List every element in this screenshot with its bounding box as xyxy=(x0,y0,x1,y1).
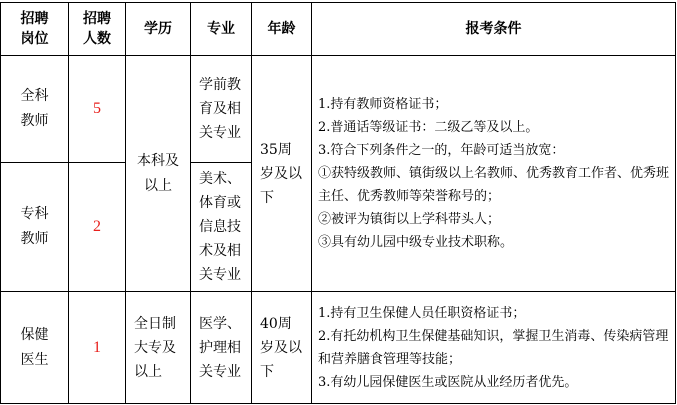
major-line: 体育或 xyxy=(199,195,241,211)
major-line: 学前教 xyxy=(199,77,241,93)
position-line2: 医生 xyxy=(20,351,49,368)
header-major: 专业 xyxy=(191,3,252,56)
condition-item: 3.符合下列条件之一的，年龄可适当放宽： xyxy=(318,143,565,158)
major-cell xyxy=(191,56,252,163)
education-line: 大专及 xyxy=(134,339,176,356)
condition-item: 2.普通话等级证书：二级乙等及以上。 xyxy=(318,120,539,135)
major-line: 术及相 xyxy=(199,243,241,259)
condition-item: ②被评为镇街以上学科带头人； xyxy=(318,212,501,227)
condition-item: ③具有幼儿园中级专业技术职称。 xyxy=(318,235,514,250)
position-line1: 全科 xyxy=(20,88,49,104)
major-line: 美术、 xyxy=(199,171,241,187)
conditions-cell xyxy=(312,292,676,404)
header-position-line1: 招聘 xyxy=(20,11,49,27)
education-line: 全日制 xyxy=(134,315,176,332)
header-position-line2: 岗位 xyxy=(20,31,49,47)
education-cell-teachers xyxy=(126,56,191,292)
table-row xyxy=(1,292,676,404)
header-row xyxy=(1,3,676,56)
age-cell-teachers xyxy=(252,56,312,292)
header-count-line1: 招聘 xyxy=(83,11,111,27)
major-cell xyxy=(191,163,252,292)
header-age: 年龄 xyxy=(252,3,312,56)
position-line1: 专科 xyxy=(20,206,49,222)
age-line: 35周 xyxy=(260,141,292,158)
count-cell: 5 xyxy=(69,56,126,163)
education-line: 本科及 xyxy=(137,152,179,169)
major-line: 育及相 xyxy=(199,101,241,117)
condition-item: 3.有幼儿园保健医生或医院从业经历者优先。 xyxy=(318,374,578,390)
position-cell xyxy=(1,292,69,404)
age-line: 下 xyxy=(260,363,274,380)
position-cell xyxy=(1,56,69,163)
condition-item: 1.持有教师资格证书； xyxy=(318,97,448,112)
position-cell xyxy=(1,163,69,292)
age-cell xyxy=(252,292,312,404)
recruitment-table xyxy=(0,2,676,404)
position-line2: 教师 xyxy=(20,113,49,129)
age-line: 岁及以 xyxy=(260,339,302,356)
major-line: 关专业 xyxy=(199,363,241,380)
education-line: 以上 xyxy=(134,363,162,380)
position-line2: 教师 xyxy=(20,231,49,247)
conditions-cell-teachers xyxy=(312,56,676,292)
condition-item: 2.有托幼机构卫生保健基础知识，掌握卫生消毒、传染病管理和营养膳食管理等技能； xyxy=(318,328,669,367)
count-cell: 2 xyxy=(69,163,126,292)
header-count-line2: 人数 xyxy=(83,31,111,47)
table-row xyxy=(1,56,676,163)
age-line: 下 xyxy=(260,189,274,206)
condition-item: 1.持有卫生保健人员任职资格证书； xyxy=(318,305,526,321)
position-line1: 保健 xyxy=(20,326,49,343)
condition-item: ①获特级教师、镇街级以上名教师、优秀教育工作者、优秀班主任、优秀教师等荣誉称号的； xyxy=(318,166,670,204)
age-line: 40周 xyxy=(260,315,292,332)
education-cell xyxy=(126,292,191,404)
header-count xyxy=(69,3,126,56)
major-line: 关专业 xyxy=(199,125,241,141)
age-line: 岁及以 xyxy=(260,165,302,182)
major-line: 医学、 xyxy=(199,315,241,332)
count-cell: 1 xyxy=(69,292,126,404)
major-cell xyxy=(191,292,252,404)
major-line: 关专业 xyxy=(199,267,241,283)
major-line: 信息技 xyxy=(199,219,241,235)
major-line: 护理相 xyxy=(199,339,241,356)
header-conditions: 报考条件 xyxy=(312,3,676,56)
header-education: 学历 xyxy=(126,3,191,56)
header-position xyxy=(1,3,69,56)
education-line: 以上 xyxy=(144,177,172,194)
